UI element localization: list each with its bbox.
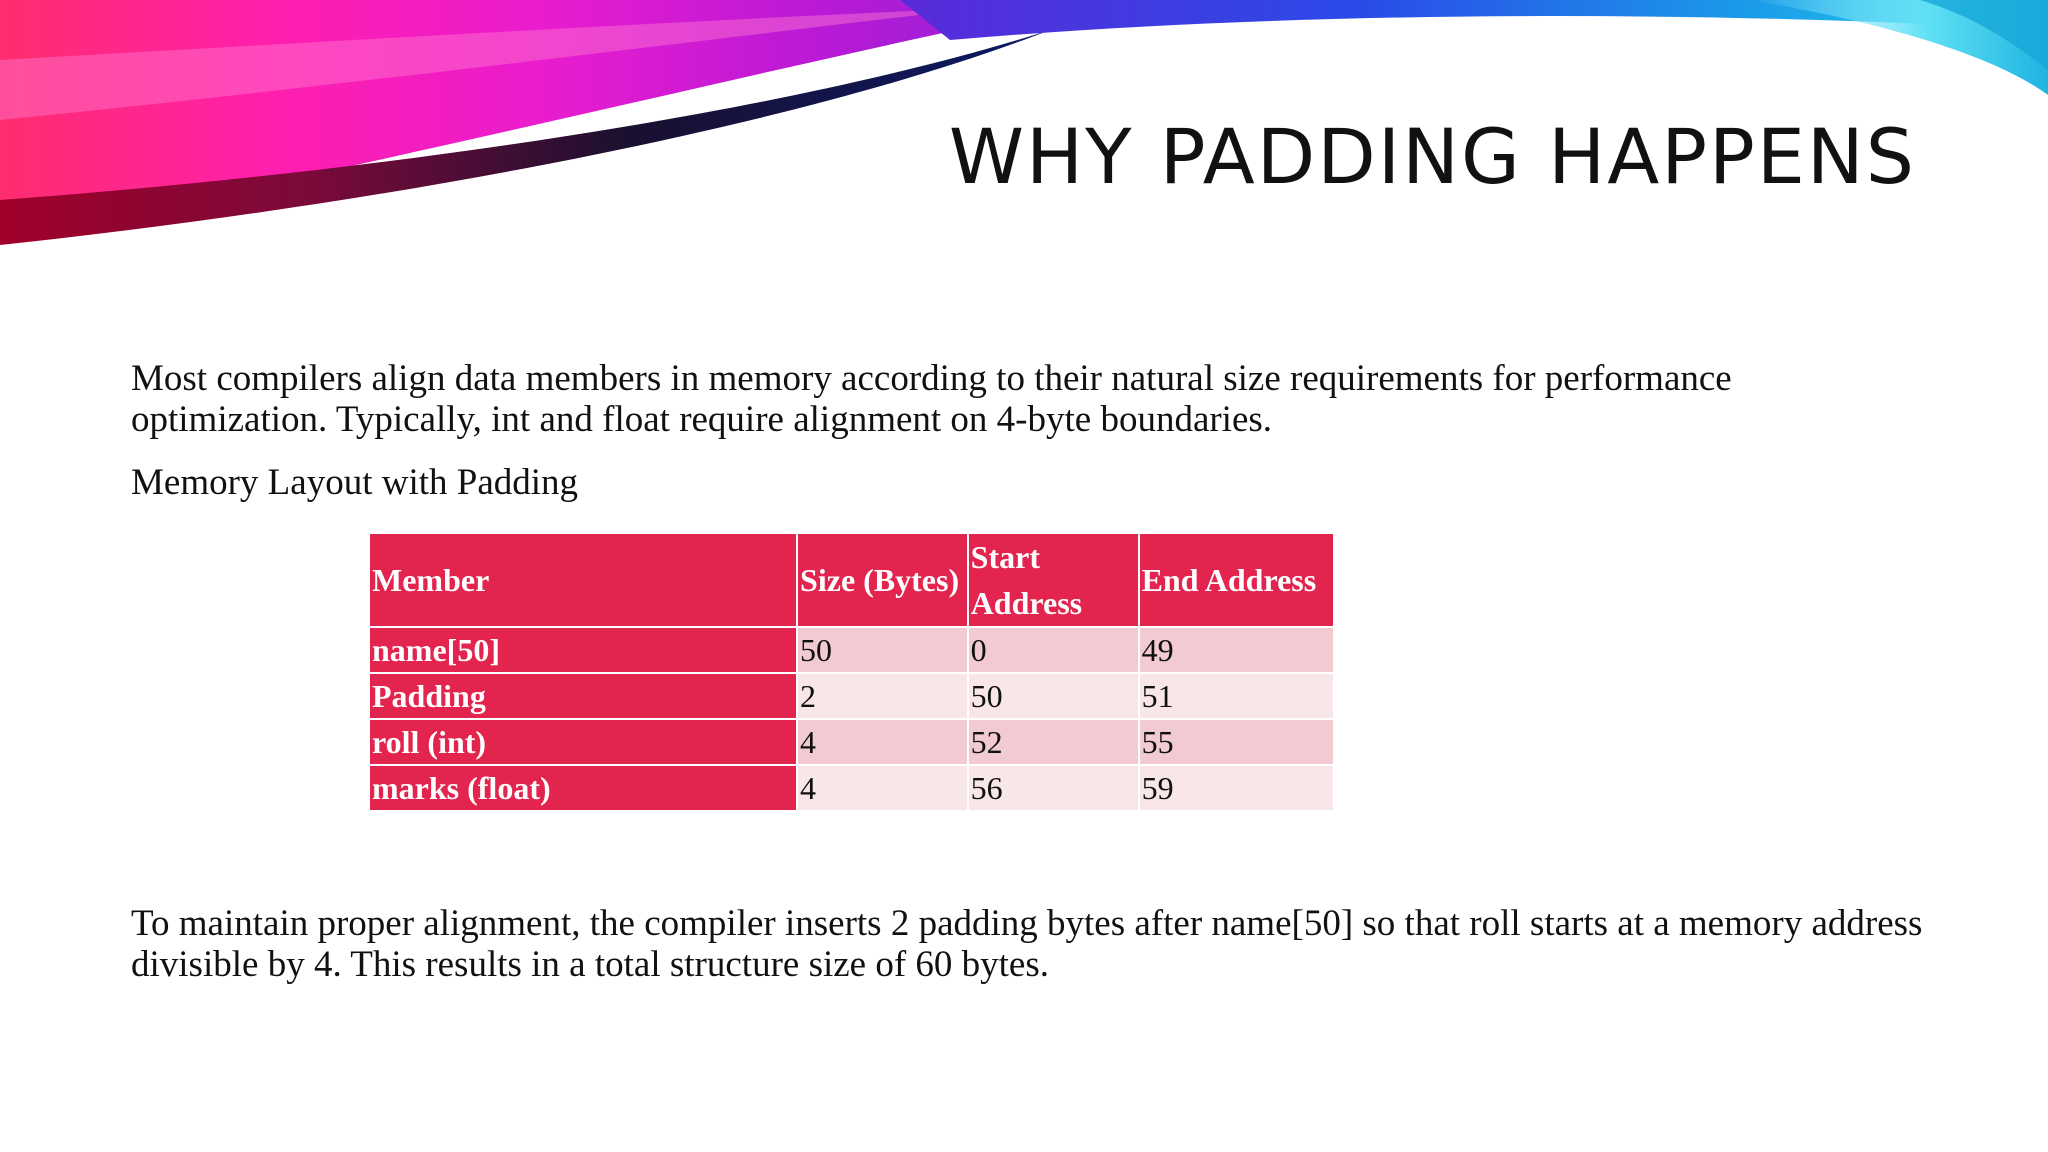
row-end: 55 <box>1140 720 1333 764</box>
row-size: 4 <box>798 720 967 764</box>
row-end: 51 <box>1140 674 1333 718</box>
row-start: 50 <box>969 674 1138 718</box>
header-end-address: End Address <box>1140 534 1333 626</box>
row-size: 50 <box>798 628 967 672</box>
table-heading: Memory Layout with Padding <box>131 462 579 503</box>
conclusion-paragraph: To maintain proper alignment, the compiler inserts 2 padding bytes after name[50] so that roll starts at a memory address divisible by 4. This results in a total structure size of 60 bytes. <box>131 903 1923 985</box>
row-end: 59 <box>1140 766 1333 810</box>
row-size: 4 <box>798 766 967 810</box>
row-member: Padding <box>370 674 796 718</box>
row-member: name[50] <box>370 628 796 672</box>
row-start: 56 <box>969 766 1138 810</box>
row-member: roll (int) <box>370 720 796 764</box>
header-start-address: Start Address <box>969 534 1138 626</box>
row-start: 0 <box>969 628 1138 672</box>
table-row <box>370 674 1333 718</box>
table-header-row <box>370 534 1333 626</box>
slide-title: WHY PADDING HAPPENS <box>948 112 1916 201</box>
row-start: 52 <box>969 720 1138 764</box>
table-row <box>370 720 1333 764</box>
header-member: Member <box>370 534 796 626</box>
row-size: 2 <box>798 674 967 718</box>
row-end: 49 <box>1140 628 1333 672</box>
header-size: Size (Bytes) <box>798 534 967 626</box>
intro-paragraph: Most compilers align data members in memory according to their natural size requirements for performance optimization. Typically, int and float require alignment on 4-byte boundaries. <box>131 358 1732 440</box>
row-member: marks (float) <box>370 766 796 810</box>
table-row <box>370 766 1333 810</box>
table-row <box>370 628 1333 672</box>
memory-layout-table <box>368 532 1335 812</box>
